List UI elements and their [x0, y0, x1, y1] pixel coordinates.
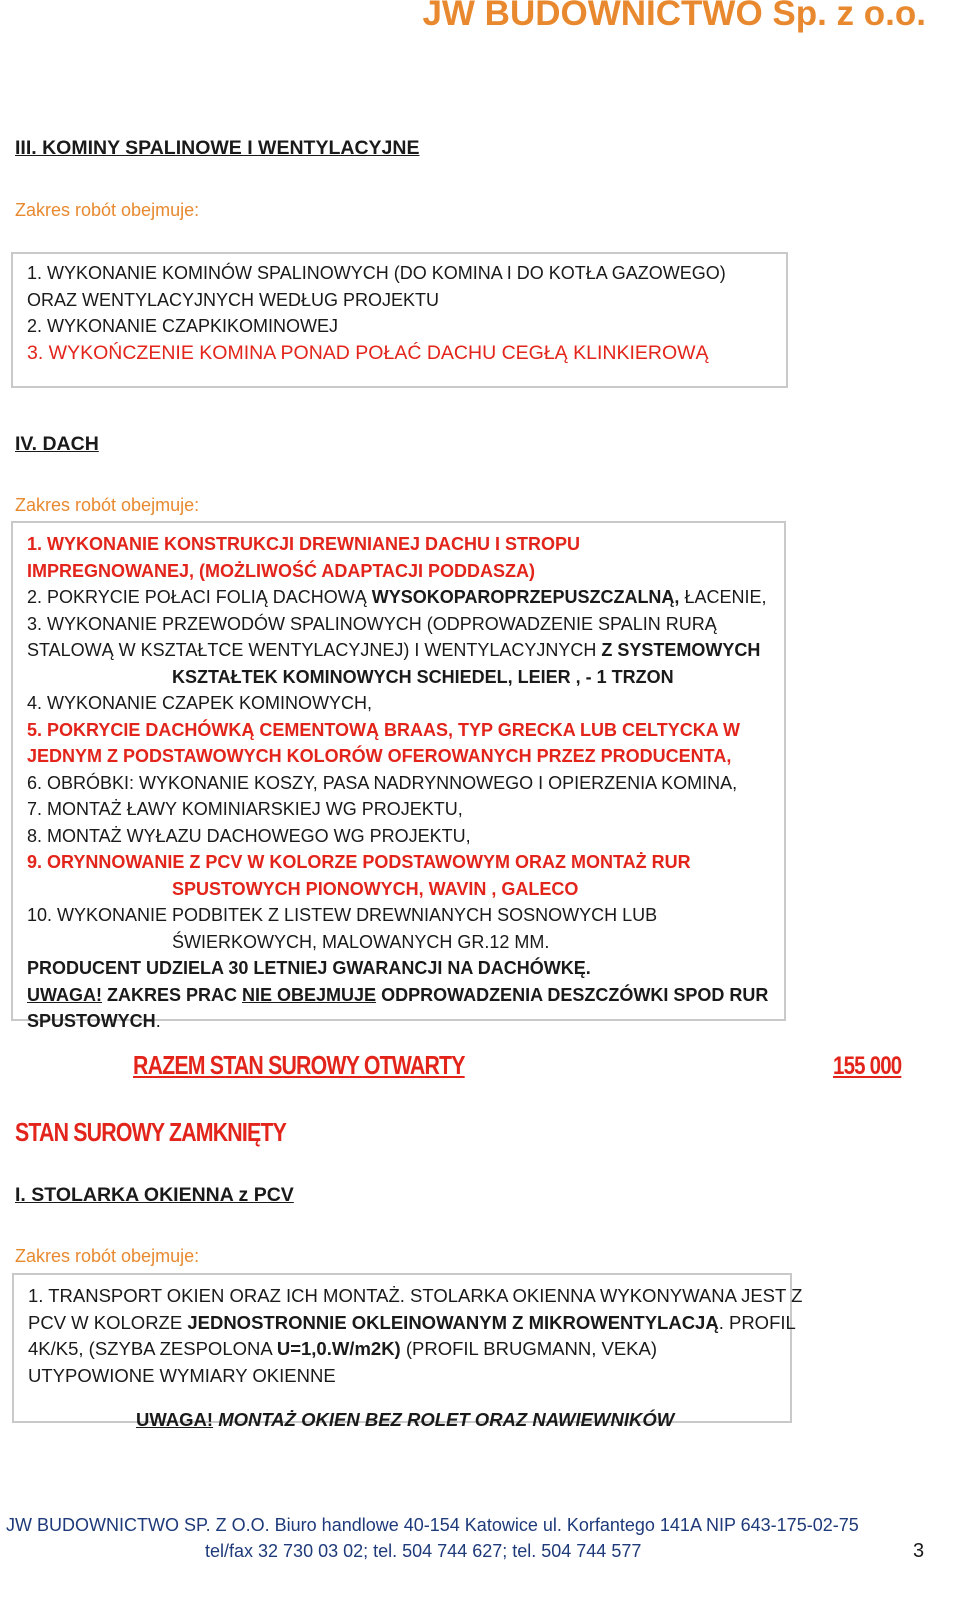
dach-line-9b: SPUSTOWYCH PIONOWYCH, WAVIN , GALECO [172, 878, 579, 899]
section-title-dach: IV. DACH [15, 433, 99, 455]
dach-line-10b: ŚWIERKOWYCH, MALOWANYCH GR.12 MM. [172, 931, 550, 952]
dach-line-10a: 10. WYKONANIE PODBITEK Z LISTEW DREWNIANYCH SOSNOWYCH LUB [27, 905, 658, 925]
company-header: JW BUDOWNICTWO Sp. z o.o. [422, 0, 926, 33]
zakres-label-stolarka: Zakres robót obejmuje: [15, 1246, 200, 1266]
dach-line-6: 6. OBRÓBKI: WYKONANIE KOSZY, PASA NADRYNNOWEGO I OPIERZENIA KOMINA, [27, 772, 738, 793]
zakres-label-dach: Zakres robót obejmuje: [15, 495, 200, 515]
dach-line-3a: 3. WYKONANIE PRZEWODÓW SPALINOWYCH (ODPROWADZENIE SPALIN RURĄ [27, 613, 717, 634]
dach-line-8: 8. MONTAŻ WYŁAZU DACHOWEGO WG PROJEKTU, [27, 825, 471, 846]
dach-line-1a: 1. WYKONANIE KONSTRUKCJI DREWNIANEJ DACHU I STROPU [27, 534, 581, 554]
dach-uwaga: UWAGA! ZAKRES PRAC NIE OBEJMUJE ODPROWADZENIA DESZCZÓWKI SPOD RUR [27, 984, 769, 1005]
stolarka-line-4: UTYPOWIONE WYMIARY OKIENNE [28, 1364, 336, 1386]
section-title-stolarka: I. STOLARKA OKIENNA z PCV [15, 1184, 294, 1206]
kominy-line-4: 3. WYKOŃCZENIE KOMINA PONAD POŁAĆ DACHU CEGŁĄ KLINKIEROWĄ [27, 341, 709, 364]
dach-line-1b: IMPREGNOWANEJ, (MOŻLIWOŚĆ ADAPTACJI PODDASZA) [27, 560, 535, 581]
kominy-line-2: ORAZ WENTYLACYJNYCH WEDŁUG PROJEKTU [27, 289, 440, 310]
footer-address: JW BUDOWNICTWO SP. Z O.O. Biuro handlowe 40-154 Katowice ul. Korfantego 141A NIP 643-175-02-75 [6, 1515, 859, 1535]
razem-label: RAZEM STAN SUROWY OTWARTY [133, 1050, 465, 1080]
stan-zamkniety-title: STAN SUROWY ZAMKNIĘTY [15, 1117, 286, 1147]
stolarka-line-1: 1. TRANSPORT OKIEN ORAZ ICH MONTAŻ. STOLARKA OKIENNA WYKONYWANA JEST Z [28, 1285, 803, 1306]
page-number: 3 [913, 1540, 925, 1562]
dach-line-4: 4. WYKONANIE CZAPEK KOMINOWYCH, [27, 693, 373, 713]
kominy-scope-box [11, 252, 788, 388]
zakres-label-kominy: Zakres robót obejmuje: [15, 200, 200, 220]
stolarka-line-2: PCV W KOLORZE JEDNOSTRONNIE OKLEINOWANYM Z MIKROWENTYLACJĄ. PROFIL [28, 1311, 796, 1333]
uwaga-label: UWAGA! [27, 984, 102, 1005]
dach-line-9a: 9. ORYNNOWANIE Z PCV W KOLORZE PODSTAWOWYM ORAZ MONTAŻ RUR [27, 852, 691, 872]
razem-value: 155 000 [833, 1052, 902, 1080]
stolarka-line-3: 4K/K5, (SZYBA ZESPOLONA U=1,0.W/m2K) (PROFIL BRUGMANN, VEKA) [28, 1338, 658, 1359]
dach-line-5b: JEDNYM Z PODSTAWOWYCH KOLORÓW OFEROWANYCH PRZEZ PRODUCENTA, [27, 746, 732, 766]
section-title-kominy: III. KOMINY SPALINOWE I WENTYLACYJNE [15, 137, 420, 159]
dach-line-3b: STALOWĄ W KSZTAŁTCE WENTYLACYJNEJ) I WENTYLACYJNYCH Z SYSTEMOWYCH [27, 640, 761, 660]
stolarka-uwaga: UWAGA! MONTAŻ OKIEN BEZ ROLET ORAZ NAWIEWNIKÓW [136, 1409, 675, 1430]
dach-line-5a: 5. POKRYCIE DACHÓWKĄ CEMENTOWĄ BRAAS, TYP GRECKA LUB CELTYCKA W [27, 719, 741, 740]
footer-phones: tel/fax 32 730 03 02; tel. 504 744 627; tel. 504 744 577 [205, 1541, 642, 1561]
kominy-line-3: 2. WYKONANIE CZAPKIKOMINOWEJ [27, 316, 339, 336]
stolarka-scope-box [12, 1273, 803, 1430]
dach-scope-box [11, 521, 786, 1031]
dach-line-7: 7. MONTAŻ ŁAWY KOMINIARSKIEJ WG PROJEKTU, [27, 799, 463, 819]
uwaga-label-stolarka: UWAGA! [136, 1409, 214, 1430]
dach-gwarancja: PRODUCENT UDZIELA 30 LETNIEJ GWARANCJI NA DACHÓWKĘ. [27, 958, 591, 978]
dach-line-3c: KSZTAŁTEK KOMINOWYCH SCHIEDEL, LEIER , - 1 TRZON [172, 666, 674, 687]
dach-uwaga-cont: SPUSTOWYCH. [27, 1011, 161, 1031]
kominy-line-1: 1. WYKONANIE KOMINÓW SPALINOWYCH (DO KOMINA I DO KOTŁA GAZOWEGO) [27, 263, 726, 283]
dach-line-2: 2. POKRYCIE POŁACI FOLIĄ DACHOWĄ WYSOKOPAROPRZEPUSZCZALNĄ, ŁACENIE, [27, 587, 767, 607]
